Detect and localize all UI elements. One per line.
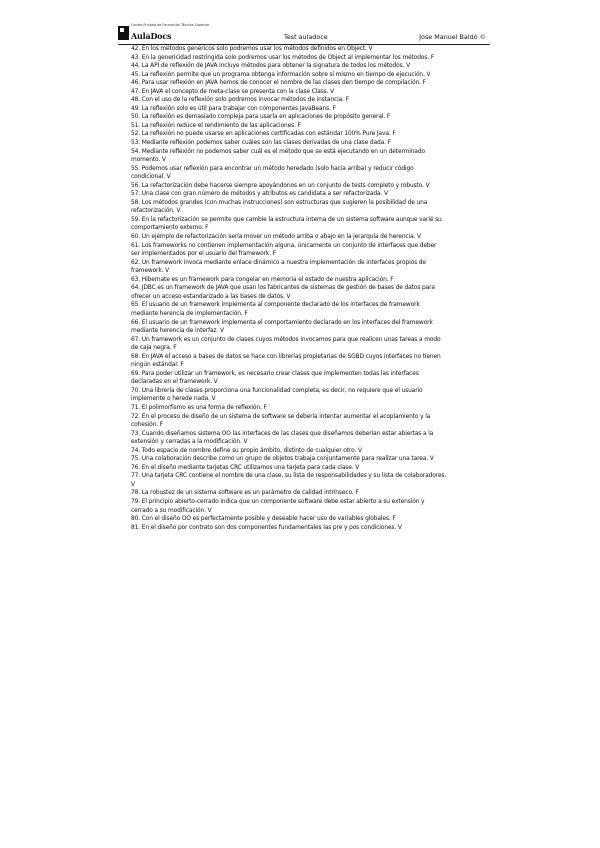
auladocs-logo xyxy=(118,23,210,41)
text-line: 54. Mediante reflexión no podemos saber cuál es el método que se está ejecutando en un determinado xyxy=(131,148,426,155)
text-line: 73. Cuando diseñamos sistema OO las interfaces de las clases que diseñamos deberían estar abiertas a la xyxy=(131,430,434,437)
text-line: declaradas en el framework. V xyxy=(131,379,218,386)
text-line: ser implementados por el usuario del framework. F xyxy=(131,251,276,258)
text-line: extensión y cerradas a la modificación. V xyxy=(131,439,248,446)
text-line: 43. En la genericidad restringida solo podremos usar los métodos de Object al implementar los métodos. F xyxy=(131,54,435,61)
text-line: 61. Los frameworks no contienen implementación alguna, únicamente un conjunto de interfaces que deber xyxy=(131,242,437,249)
text-line: 75. Una colaboración describe como un grupo de objetos trabaja conjuntamente para realizar una tarea. V xyxy=(131,456,434,463)
text-line: 53. Mediante reflexión podemos saber cuáles son las clases derivadas de una clase dada. F xyxy=(131,140,391,147)
text-line: 58. Los métodos grandes (con muchas instrucciones) son estructuras que sugieren la posibilidad de una xyxy=(131,199,428,206)
text-line: 71. El polimorfismo es una forma de reflexión. F xyxy=(131,404,267,411)
text-line: 78. La robustez de un sistema software es un parámetro de calidad intrínseco. F xyxy=(131,490,359,497)
text-line: momento. V xyxy=(131,157,166,164)
text-line: 76. En el diseño mediante tarjetas CRC utilizamos una tarjeta para cada clase. V xyxy=(131,464,360,471)
text-line: 56. La refactorización debe hacerse siempre apoyándonos en un conjunto de tests completo y robusto. V xyxy=(131,182,430,189)
text-line: refactorización. V xyxy=(131,208,181,215)
text-line: 81. En el diseño por contrato son dos componentes fundamentales las pre y pos condiciones. V xyxy=(131,524,402,531)
header-author: Jose Manuel Baldó © xyxy=(419,33,486,41)
text-line: 46. Para usar reflexión en JAVA hemos de conocer el nombre de las clases den tiempo de compilación. F xyxy=(131,80,426,87)
text-line: 50. La reflexión es demasiado compleja para usarla en aplicaciones de propósito general. F xyxy=(131,114,391,121)
text-line: 60. Un ejemplo de refactorización sería mover un método arriba o abajo en la jerarquía de herencia. V xyxy=(131,234,421,241)
text-line: 45. La reflexión permite que un programa obtenga información sobre sí mismo en tiempo de ejecución. V xyxy=(131,71,431,78)
text-line: 65. El usuario de un framework implementa al componente declarado de los interfaces de framework xyxy=(131,302,420,309)
text-line: 67. Un framework es un conjunto de clases cuyos métodos invocamos para que realicen unas tareas a modo xyxy=(131,336,441,343)
text-line: comportamiento externo. F xyxy=(131,225,209,232)
logo-mark-icon xyxy=(118,26,129,40)
text-line: 52. La reflexión no puede usarse en aplicaciones certificadas con estándar 100% Pure Java. F xyxy=(131,131,396,138)
text-line: V xyxy=(131,481,135,488)
text-line: 48. Con el uso de la reflexión solo podremos invocar métodos de instancia. F xyxy=(131,97,349,104)
text-line: framework. V xyxy=(131,268,170,275)
text-line: 49. La reflexión solo es útil para trabajar con componentes JavaBeans. F xyxy=(131,105,336,112)
text-line: condicional. V xyxy=(131,174,171,181)
text-line: 47. En JAVA el concepto de meta-clase se presenta con la clase Class. V xyxy=(131,88,335,95)
text-line: 63. Hibernate es un framework para congelar en memoria el estado de nuestra aplicación. F xyxy=(131,276,394,283)
text-line: 69. Para poder utilizar un framework, es necesario crear clases que implementen todas las interfaces xyxy=(131,370,419,377)
text-line: 79. El principio abierto-cerrado indica que un componente software debe estar abierto a su extensión y xyxy=(131,498,425,505)
text-line: 77. Una tarjeta CRC contiene el nombre de una clase, su lista de responsabilidades y su lista de colaboradores. xyxy=(131,473,447,480)
text-line: mediante herencia de implementación. F xyxy=(131,310,248,317)
text-line: mediante herencia de interfaz. V xyxy=(131,328,224,335)
text-line: 80. Con el diseño OO es perfectamente posible y deseable hacer uso de variables globales. F xyxy=(131,516,396,523)
text-line: 59. En la refactorización se permite que cambie la estructura interna de un sistema software aunque varié su xyxy=(131,216,442,223)
text-line: 66. El usuario de un framework implementa el comportamiento declarado en los interfaces del framework xyxy=(131,319,433,326)
text-line: 57. Una clase con gran número de métodos y atributos es candidata a ser refactorizada. V xyxy=(131,191,388,198)
text-line: 68. En JAVA el acceso a bases de datos se hace con librerías propietarias de SGBD cuyos interfaces no tienen xyxy=(131,353,441,360)
header-title: Test auladoce xyxy=(284,33,328,41)
text-line: 64. JDBC es un framework de JAVA que usan los fabricantes de sistemas de gestión de bases de datos para xyxy=(131,285,435,292)
text-line: 70. Una librería de clases proporciona una funcionalidad completa, es decir, no requiere que el usuario xyxy=(131,387,423,394)
text-line: cerrado a su modificación. V xyxy=(131,507,212,514)
text-line: ofrecer un acceso estandarizado a las bases de datos. V xyxy=(131,293,291,300)
text-line: 51. La reflexión reduce el rendimiento de las aplicaciones. F xyxy=(131,122,301,129)
text-line: ningún estándar. F xyxy=(131,362,184,369)
question-list xyxy=(131,45,483,532)
text-line: cohesión. F xyxy=(131,422,164,429)
logo-subtitle: Centro Privado de Formación Técnica Superior xyxy=(131,23,210,27)
text-line: 74. Todo espacio de nombre define su propio ámbito, distinto de cualquier otro. V xyxy=(131,447,362,454)
text-line: 42. En los métodos genéricos solo podremos usar los métodos definidos en Object. V xyxy=(131,46,373,52)
text-line: 62. Un framework invoca mediante enlace dinámico a nuestra implementación de interfaces propios de xyxy=(131,259,426,266)
text-line: de caja negra. F xyxy=(131,345,177,352)
logo-brand: AulaDocs xyxy=(131,31,172,41)
text-line: 72. En el proceso de diseño de un sistema de software se debería intentar aumentar el acoplamiento y la xyxy=(131,413,431,420)
text-line: 44. La API de reflexión de JAVA incluye métodos para obtener la signatura de todos los métodos. V xyxy=(131,63,410,70)
text-line: 55. Podemos usar reflexión para encontrar un método heredado (solo hacia arriba) y reducir código xyxy=(131,165,414,172)
text-line: implemente o herede nada. V xyxy=(131,396,216,403)
page-header xyxy=(118,22,490,45)
